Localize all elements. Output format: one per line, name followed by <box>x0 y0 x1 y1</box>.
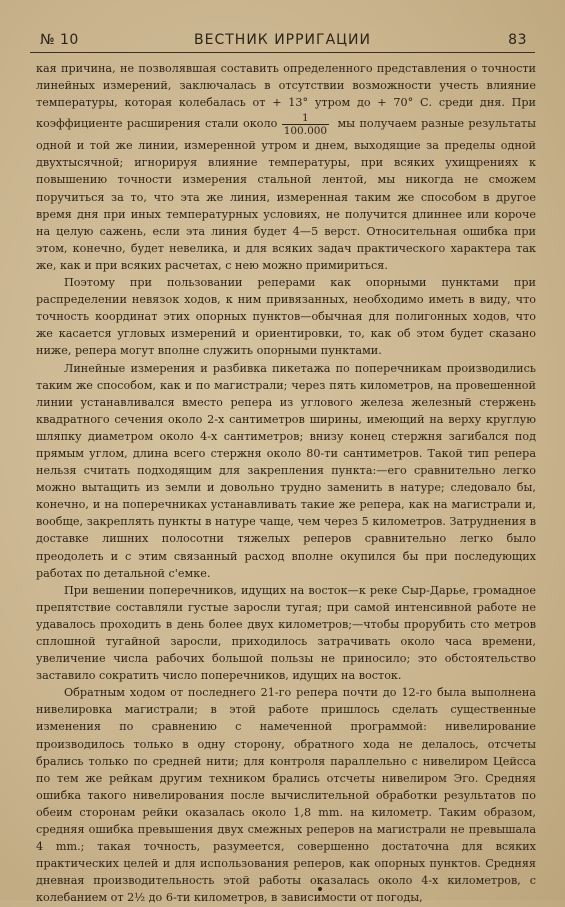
page-mark-dot <box>318 887 322 891</box>
paragraph-1 <box>36 60 536 274</box>
paragraph-4: При вешении поперечников, идущих на восток—к реке Сыр-Дарье, громадное препятствие составляли густые заросли тугая; при самой интенсивной работе не удавалось проходить в день более двух километров;—чтобы прорубить сто метров сплошной тугайной заросли, приходилось затрачивать около часа времени, увеличение числа рабочих большой пользы не приносило; это обстоятельство заставило сократить число поперечников, идущих на восток. <box>36 583 536 683</box>
paragraph-3: Линейные измерения и разбивка пикетажа по поперечникам производились таким же способом, как и по магистрали; через пять километров, на провешенной линии устанавливался вместо репера из углового железа железный стержень квадратного сечения около 2-х сантиметров ширины, имеющий на верху круглую шляпку диаметром около 4-х сантиметров; внизу конец стержня загибался под прямым углом, длина всего стержня около 80-ти сантиметров. Такой тип репера нельзя считать подходящим для закрепления пункта:—его сравнительно легко можно вытащить из земли и довольно трудно заменить в натуре; следовало бы, конечно, и на поперечниках устанавливать такие же репера, как на магистрали и, вообще, закреплять пункты в натуре чаще, чем через 5 километров. Затруднения в доставке лишних полосотни тяжелых реперов сравнительно легко было преодолеть и с этим связанный расход вполне окупился бы при последующих работах по детальной с'емке. <box>36 361 536 580</box>
expansion-coefficient-fraction <box>282 112 329 137</box>
issue-number: № 10 <box>40 32 79 48</box>
paragraph-5: Обратным ходом от последнего 21-го репера почти до 12-го была выполнена нивелировка магистрали; в этой работе пришлось сделать существенные изменения по сравнению с намеченной программой: нивелирование производилось только в одну сторону, обратного хода не делалось, отсчеты брались только по средней нити; для контроля параллельно с нивелиром Цейсса по тем же рейкам другим техником брались отсчеты нивелиром Эго. Средняя ошибка такого нивелирования после вычислительной обработки результатов по обеим сторонам рейки оказалась около 1,8 mm. на километр. Таким образом, средняя ошибка превышения двух смежных реперов на магистрали не превышала 4 mm.; такая точность, разумеется, совершенно достаточна для всяких практических целей и для использования реперов, как опорных пунктов. Средняя дневная производительность этой работы оказалась около 4-х километров, с колебанием от 2½ до 6-ти километров, в зависимости от погоды, <box>36 686 536 905</box>
paragraph-2: Поэтому при пользовании реперами как опорными пунктами при распределении невязок ходов, к ним привязанных, необходимо иметь в виду, что точность координат этих опорных пунктов—обычная для полигонных ходов, что же касается угловых измерений и ориентировки, то, как об этом будет сказано ниже, репера могут вполне служить опорными пунктами. <box>36 276 536 358</box>
fraction-denominator: 100.000 <box>283 124 328 137</box>
journal-title: ВЕСТНИК ИРРИГАЦИИ <box>194 32 371 48</box>
paragraph-1-text-a: кая причина, не позволявшая составить определенного представления о точности линейных измерений, заключалась в отсутствии возможности учесть влияние температуры, которая колебалась от + 13° утром до + 70° С. среди дня. При коэффициенте расширения стали около <box>36 62 536 131</box>
paragraph-1-text-b: мы получаем разные результаты одной и той же линии, измеренной утром и днем, выходящие за пределы одной двухтысячной; игнорируя влияние температуры, при всяких ухищрениях к повышению точности измерения стальной лентой, мы никогда не сможем поручиться за то, что эта же линия, измеренная таким же способом в другое время дня при иных температурных условиях, не получится длиннее или короче на целую сажень, если эта линия будет 4—5 верст. Относительная ошибка при этом, конечно, будет невелика, и для всяких задач практического характера так же, как и при всяких расчетах, с нею можно примириться. <box>36 117 536 272</box>
page-number: 83 <box>508 32 527 48</box>
article-body <box>36 60 536 907</box>
running-header <box>30 30 535 53</box>
fraction-numerator: 1 <box>282 112 329 125</box>
